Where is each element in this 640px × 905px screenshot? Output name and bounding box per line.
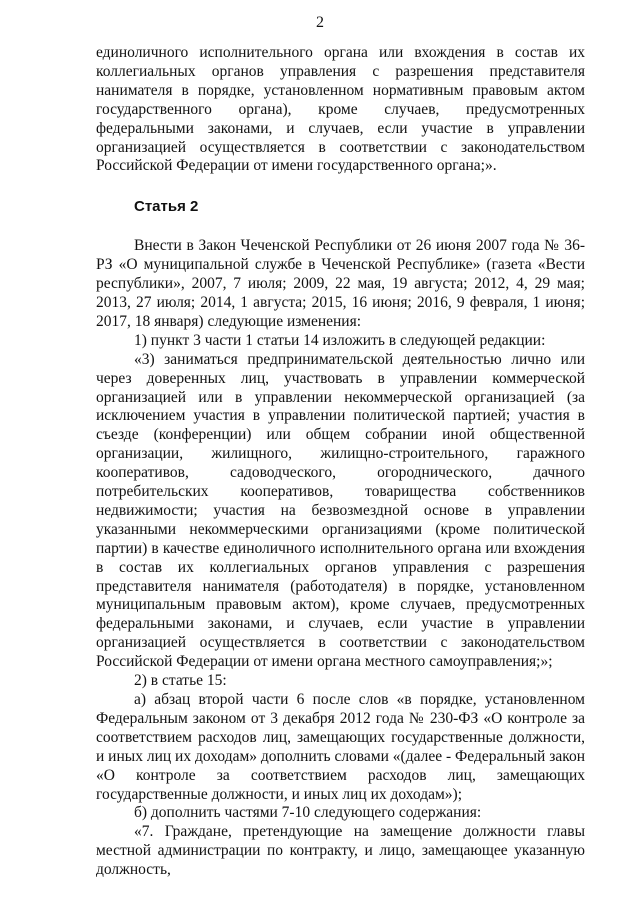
continuation-paragraph: единоличного исполнительного органа или вхождения в состав их коллегиальных органов управления с разрешения представителя нанимателя в порядке, установленном нормативным правовым актом государственного органа), кроме случаев, предусмотренных федеральными законами, и случаев, если участие в управлении организацией осуществляется в соответствии с законодательством Российской Федерации от имени государственного органа;». (96, 44, 585, 175)
paragraph-item-2a: а) абзац второй части 6 после слов «в порядке, установленном Федеральным законом от 3 декабря 2012 года № 230-ФЗ «О контроле за соответствием расходов лиц, замещающих государственные должности, и иных лиц их доходам» дополнить словами «(далее - Федеральный закон «О контроле за соответствием расходов лиц, замещающих государственные должности, и иных лиц их доходам»); (96, 691, 585, 803)
paragraph-part-7: «7. Граждане, претендующие на замещение должности главы местной администрации по контракту, и лицо, замещающее указанную должность, (96, 823, 585, 879)
paragraph-item-2b: б) дополнить частями 7-10 следующего содержания: (134, 804, 482, 822)
paragraph-item-1: 1) пункт 3 части 1 статьи 14 изложить в следующей редакции: (134, 331, 546, 349)
paragraph-item-2: 2) в статье 15: (134, 672, 227, 690)
article-heading: Статья 2 (134, 198, 199, 216)
document-body (96, 44, 585, 880)
page-number: 2 (316, 14, 324, 31)
paragraph-intro: Внести в Закон Чеченской Республики от 26 июня 2007 года № 36-РЗ «О муниципальной службе в Чеченской Республике» (газета «Вести республики», 2007, 7 июля; 2009, 22 мая, 19 августа; 2012, 4, 29 мая; 2013, 27 июля; 2014, 1 августа; 2015, 16 июня; 2016, 9 февраля, 1 июня; 2017, 18 января) следующие изменения: (96, 237, 585, 330)
paragraph-item-1-text: «3) заниматься предпринимательской деятельностью лично или через доверенных лиц, участвовать в управлении коммерческой организацией или в управлении некоммерческой организацией (за исключением участия в управлении политической партией; участия в съезде (конференции) или общем собрании иной общественной организации, жилищного, жилищно-строительного, гаражного кооперативов, садоводческого, огороднического, дачного потребительских кооперативов, товарищества собственников недвижимости; участия на безвозмездной основе в управлении указанными некоммерческими организациями (кроме политической партии) в качестве единоличного исполнительного органа или вхождения в состав их коллегиальных органов управления с разрешения представителя нанимателя (работодателя) в порядке, установленном муниципальным правовым актом), кроме случаев, предусмотренных федеральными законами, и случаев, если участие в управлении организацией осуществляется в соответствии с законодательством Российской Федерации от имени органа местного самоуправления;»; (96, 350, 585, 671)
